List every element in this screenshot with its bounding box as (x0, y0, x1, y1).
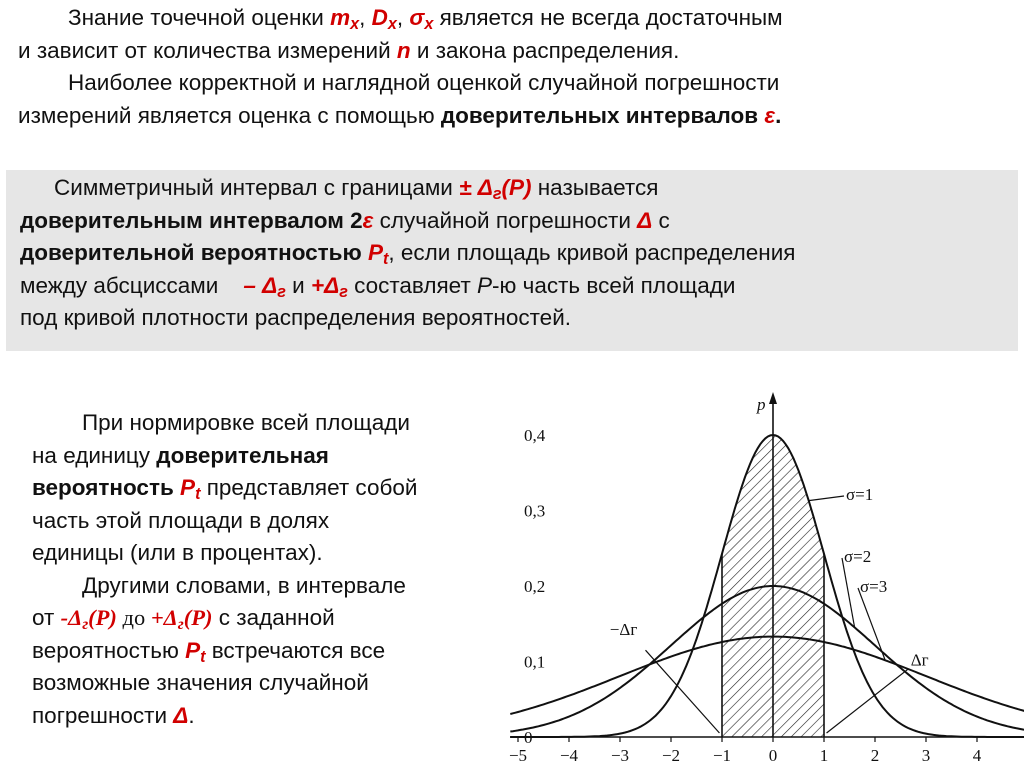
y-axis-arrow (769, 392, 777, 404)
y-tick-label: 0,3 (524, 501, 546, 521)
normalization-paragraph (32, 407, 527, 732)
definition-line-5: под кривой плотности распределения вероятностей. (20, 305, 572, 330)
intro-line-1: Знание точечной оценки $m_x$, $D_x$, $\sigma_x$ является не всегда достаточным (68, 5, 783, 34)
norm-line-3: вероятность $P_t$ представляет собой (32, 475, 418, 504)
y-tick-label: 0 (524, 728, 533, 747)
intro-line-4: измерений является оценка с помощью доверительных интервалов ε. (18, 102, 782, 128)
definition-line-4: между абсциссами – $\Delta_г$ $и +\Delta_г$ составляет P-ю часть всей площади (20, 272, 736, 301)
norm-line-7: от $-\Delta_г(P)$ до $+\Delta_г(P)$ с заданной (32, 605, 335, 634)
norm-line-2: на единицу доверительная (32, 442, 329, 468)
intro-line-2: и зависит от количества измерений n и закона распределения. (18, 37, 680, 63)
distribution-chart (508, 382, 1022, 767)
y-tick-label: 0,2 (524, 577, 546, 596)
definition-line-2: доверительным интервалом 2ε случайной погрешности Δ с (20, 207, 670, 233)
legend-leader (809, 496, 844, 501)
norm-line-1: При нормировке всей площади (82, 410, 410, 435)
legend-leader (858, 588, 885, 660)
x-tick-label: 1 (819, 746, 829, 765)
definition-line-1: Симметричный интервал с границами ± $\Delta_г(P)$ называется (54, 175, 659, 204)
x-tick-label: −1 (712, 746, 732, 765)
legend-label: σ=3 (860, 577, 888, 596)
x-tick-label: −2 (661, 746, 681, 765)
x-tick-label: −5 (508, 746, 528, 765)
intro-line-3: Наиболее корректной и наглядной оценкой случайной погрешности (68, 70, 780, 95)
legend-label: σ=2 (844, 547, 872, 566)
chart-layer (509, 392, 1024, 765)
y-tick-label: 0,4 (524, 426, 546, 445)
norm-line-9: возможные значения случайной (32, 670, 369, 695)
y-axis-label: p (757, 395, 766, 414)
annotation-leader-right (827, 669, 909, 733)
x-tick-label: 0 (768, 746, 778, 765)
norm-line-5: единицы (или в процентах). (32, 540, 323, 565)
norm-line-8: вероятностью $P_t$ встречаются все (32, 637, 386, 666)
norm-line-10: погрешности Δ. (32, 702, 195, 728)
norm-line-4: часть этой площади в долях (32, 507, 330, 533)
annotation-minus-delta: −Δг (609, 620, 638, 640)
definition-line-3: доверительной вероятностью $P_t$, если площадь кривой распределения (20, 240, 796, 269)
intro-paragraph (18, 2, 1008, 132)
x-tick-label: 2 (870, 746, 880, 765)
y-tick-label: 0,1 (524, 652, 546, 672)
annotation-leader-left (646, 650, 720, 733)
norm-line-6: Другими словами, в интервале (82, 572, 406, 598)
legend-label: σ=1 (846, 485, 874, 504)
x-tick-label: −3 (610, 746, 630, 765)
x-tick-label: 3 (921, 746, 931, 765)
definition-box (6, 170, 1018, 351)
x-tick-label: 4 (972, 746, 982, 765)
legend-leader (842, 558, 855, 627)
annotation-plus-delta: Δг (910, 650, 929, 670)
x-tick-label: −4 (559, 746, 579, 765)
